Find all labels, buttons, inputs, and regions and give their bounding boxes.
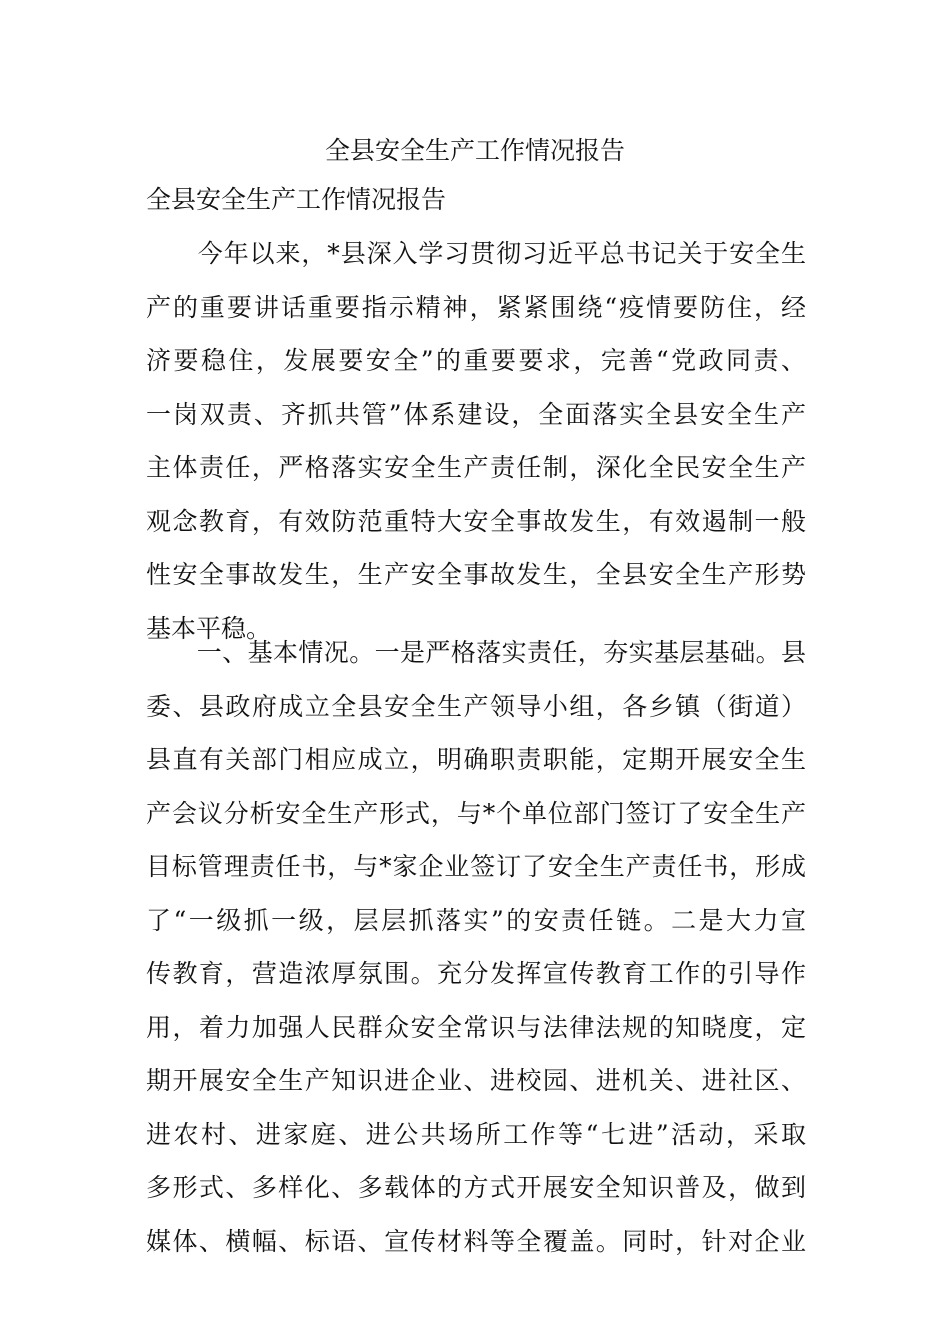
paragraph-line: 一、基本情况。一是严格落实责任，夯实基层基础。县 (146, 638, 806, 667)
paragraph-line: 济要稳住，发展要安全”的重要要求，完善“党政同责、 (146, 346, 806, 375)
paragraph-line: 产的重要讲话重要指示精神，紧紧围绕“疫情要防住，经 (146, 292, 806, 322)
paragraph-line: 一岗双责、齐抓共管”体系建设，全面落实全县安全生产 (146, 399, 806, 429)
paragraph-line: 主体责任，严格落实安全生产责任制，深化全民安全生产 (146, 453, 806, 482)
paragraph-line: 期开展安全生产知识进企业、进校园、进机关、进社区、 (146, 1066, 806, 1095)
paragraph-line: 今年以来，*县深入学习贯彻习近平总书记关于安全生 (146, 239, 806, 268)
paragraph-line: 多形式、多样化、多载体的方式开展安全知识普及，做到 (146, 1173, 806, 1202)
document-title: 全县安全生产工作情况报告 (324, 136, 625, 165)
paragraph-line: 基本平稳。 (146, 613, 272, 643)
paragraph-line: 媒体、横幅、标语、宣传材料等全覆盖。同时，针对企业 (146, 1226, 806, 1256)
paragraph-line: 进农村、进家庭、进公共场所工作等“七进”活动，采取 (146, 1119, 806, 1149)
paragraph-line: 目标管理责任书，与*家企业签订了安全生产责任书，形成 (146, 852, 806, 881)
paragraph-line: 传教育，营造浓厚氛围。充分发挥宣传教育工作的引导作 (146, 959, 806, 988)
paragraph-line: 产会议分析安全生产形式，与*个单位部门签订了安全生产 (146, 798, 806, 828)
paragraph-line: 委、县政府成立全县安全生产领导小组，各乡镇（街道） (146, 691, 806, 721)
paragraph-line: 县直有关部门相应成立，明确职责职能，定期开展安全生 (146, 745, 806, 774)
paragraph-line: 用，着力加强人民群众安全常识与法律法规的知晓度，定 (146, 1012, 806, 1042)
paragraph-line: 性安全事故发生，生产安全事故发生，全县安全生产形势 (146, 560, 806, 589)
paragraph-line: 了“一级抓一级，层层抓落实”的安责任链。二是大力宣 (146, 905, 806, 935)
paragraph-intro (146, 227, 806, 655)
paragraph-line: 观念教育，有效防范重特大安全事故发生，有效遏制一般 (146, 506, 806, 536)
document-subtitle: 全县安全生产工作情况报告 (146, 185, 447, 214)
paragraph-basic-situation (146, 626, 806, 1268)
